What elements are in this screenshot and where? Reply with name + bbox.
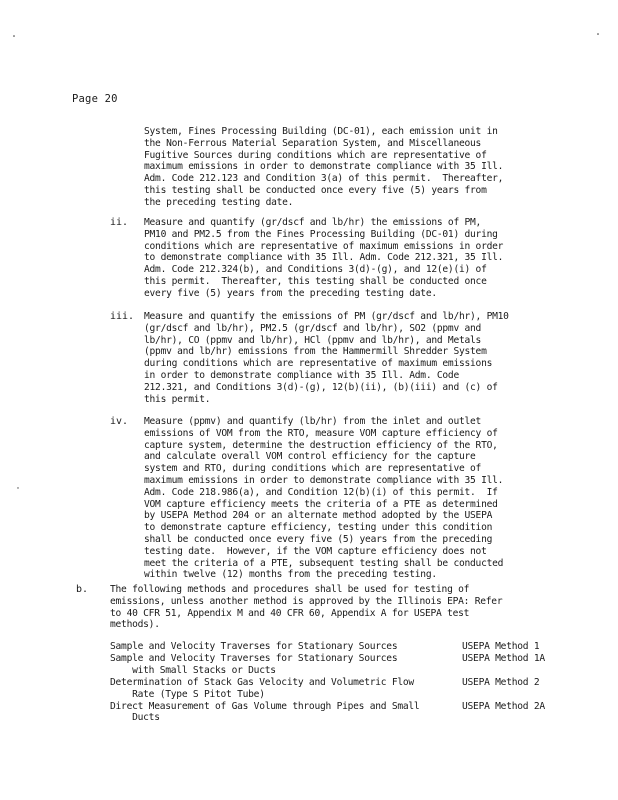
text-line: System, Fines Processing Building (DC-01), each emission unit in bbox=[144, 126, 498, 137]
item-text-line: PM10 and PM2.5 from the Fines Processing Building (DC-01) during bbox=[144, 228, 498, 240]
item-text-line: shall be conducted once every five (5) years from the preceding bbox=[144, 534, 493, 545]
item-text-line: during conditions which are representative of maximum emissions bbox=[144, 358, 493, 370]
item-marker: ii. bbox=[110, 217, 129, 228]
item-text-line: to demonstrate compliance with 35 Ill. Adm. Code 212.321, 35 Ill. bbox=[144, 252, 504, 264]
item-text-line: Measure and quantify the emissions of PM (gr/dscf and lb/hr), PM10 bbox=[144, 311, 509, 322]
item-text-line: testing date. However, if the VOM capture efficiency does not bbox=[144, 545, 487, 557]
item-text-line: conditions which are representative of maximum emissions in order bbox=[144, 240, 504, 252]
method-name: USEPA Method 2A bbox=[462, 700, 545, 712]
item-text-line: in order to demonstrate compliance with 35 Ill. Adm. Code bbox=[144, 370, 459, 381]
text-line: maximum emissions in order to demonstrate compliance with 35 Ill. bbox=[144, 161, 504, 173]
item-text-line: capture system, determine the destruction efficiency of the RTO, bbox=[144, 439, 498, 451]
method-name: USEPA Method 1 bbox=[462, 641, 540, 652]
speck bbox=[597, 33, 599, 35]
section-marker: b. bbox=[76, 584, 89, 595]
text-line: Adm. Code 212.123 and Condition 3(a) of this permit. Thereafter, bbox=[144, 173, 504, 185]
text-line: the Non-Ferrous Material Separation System, and Miscellaneous bbox=[144, 137, 482, 149]
item-text-line: within twelve (12) months from the preceding testing. bbox=[144, 569, 437, 581]
method-description: Ducts bbox=[110, 712, 160, 724]
item-text-line: meet the criteria of a PTE, subsequent testing shall be conducted bbox=[144, 557, 504, 569]
item-text-line: 212.321, and Conditions 3(d)-(g), 12(b)(ii), (b)(iii) and (c) of bbox=[144, 381, 498, 393]
text-line: the preceding testing date. bbox=[144, 196, 294, 208]
item-text-line: maximum emissions in order to demonstrate compliance with 35 Ill. bbox=[144, 475, 504, 486]
method-description: Sample and Velocity Traverses for Stationary Sources bbox=[110, 641, 398, 652]
item-text-line: Measure and quantify (gr/dscf and lb/hr) the emissions of PM, bbox=[144, 217, 482, 228]
item-text-line: lb/hr), CO (ppmv and lb/hr), HCl (ppmv and lb/hr), and Metals bbox=[144, 334, 482, 346]
item-text-line: Adm. Code 212.324(b), and Conditions 3(d)-(g), and 12(e)(i) of bbox=[144, 264, 487, 276]
item-text-line: (gr/dscf and lb/hr), PM2.5 (gr/dscf and lb/hr), SO2 (ppmv and bbox=[144, 322, 482, 334]
item-text-line: (ppmv and lb/hr) emissions from the Hammermill Shredder System bbox=[144, 346, 487, 358]
item-text-line: Adm. Code 218.986(a), and Condition 12(b)(i) of this permit. If bbox=[144, 486, 498, 498]
item-marker: iii. bbox=[110, 311, 135, 322]
method-description: Direct Measurement of Gas Volume through Pipes and Small bbox=[110, 700, 420, 712]
section-text-line: emissions, unless another method is approved by the Illinois EPA: Refer bbox=[110, 595, 503, 607]
section-text-line: The following methods and procedures shall be used for testing of bbox=[110, 584, 470, 595]
method-name: USEPA Method 2 bbox=[462, 676, 540, 688]
page-number: Page 20 bbox=[72, 93, 118, 105]
item-text-line: by USEPA Method 204 or an alternate method adopted by the USEPA bbox=[144, 510, 493, 522]
text-line: Fugitive Sources during conditions which are representative of bbox=[144, 149, 487, 161]
method-name: USEPA Method 1A bbox=[462, 653, 545, 665]
item-text-line: and calculate overall VOM control efficiency for the capture bbox=[144, 451, 476, 463]
text-line: this testing shall be conducted once every five (5) years from bbox=[144, 185, 487, 196]
speck bbox=[17, 487, 18, 488]
item-text-line: VOM capture efficiency meets the criteria of a PTE as determined bbox=[144, 498, 498, 510]
item-text-line: this permit. Thereafter, this testing shall be conducted once bbox=[144, 276, 487, 287]
item-text-line: every five (5) years from the preceding testing date. bbox=[144, 287, 437, 299]
method-description: Sample and Velocity Traverses for Stationary Sources bbox=[110, 653, 398, 665]
item-text-line: emissions of VOM from the RTO, measure VOM capture efficiency of bbox=[144, 427, 498, 439]
item-text-line: Measure (ppmv) and quantify (lb/hr) from the inlet and outlet bbox=[144, 416, 482, 427]
method-description: Determination of Stack Gas Velocity and Volumetric Flow bbox=[110, 676, 414, 688]
item-text-line: this permit. bbox=[144, 393, 211, 405]
section-text-line: to 40 CFR 51, Appendix M and 40 CFR 60, Appendix A for USEPA test bbox=[110, 607, 470, 619]
method-description: with Small Stacks or Ducts bbox=[110, 665, 276, 677]
item-text-line: system and RTO, during conditions which are representative of bbox=[144, 463, 482, 475]
method-description: Rate (Type S Pitot Tube) bbox=[110, 688, 265, 700]
speck bbox=[13, 35, 15, 37]
item-marker: iv. bbox=[110, 416, 129, 427]
section-text-line: methods). bbox=[110, 619, 160, 631]
item-text-line: to demonstrate capture efficiency, testing under this condition bbox=[144, 522, 493, 534]
